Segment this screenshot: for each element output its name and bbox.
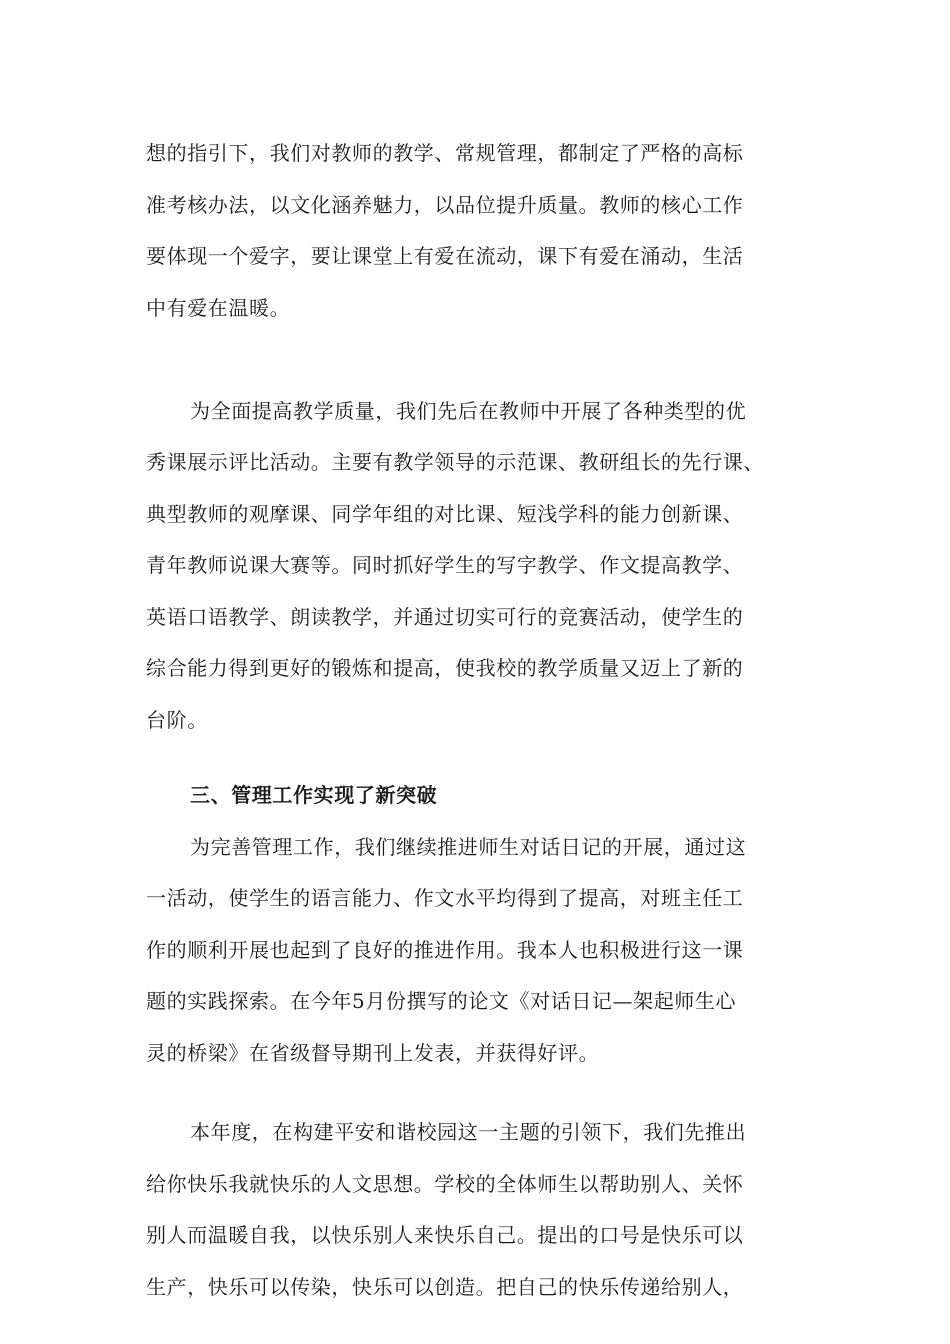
text-line: 为完善管理工作，我们继续推进师生对话日记的开展，通过这 — [190, 834, 747, 859]
paragraph-gap — [146, 334, 806, 386]
text-line: 给你快乐我就快乐的人文思想。学校的全体师生以帮助别人、关怀 — [146, 1171, 744, 1196]
text-line: 题的实践探索。在今年5月份撰写的论文《对话日记—架起师生心 — [146, 989, 737, 1013]
text-line: 本年度，在构建平安和谐校园这一主题的引领下，我们先推出 — [190, 1120, 747, 1144]
text-line: 为全面提高教学质量，我们先后在教师中开展了各种类型的优 — [190, 398, 747, 423]
text-line: 典型教师的观摩课、同学年组的对比课、短浅学科的能力创新课、 — [146, 501, 744, 526]
paragraph — [146, 822, 806, 1080]
text-line: 想的指引下，我们对教师的教学、常规管理，都制定了严格的高标 — [146, 141, 744, 165]
section-heading-text: 三、管理工作实现了新突破 — [190, 783, 438, 807]
text-line: 一活动，使学生的语言能力、作文水平均得到了提高，对班主任工 — [146, 886, 744, 910]
text-line: 灵的桥梁》在省级督导期刊上发表，并获得好评。 — [146, 1040, 600, 1065]
text-line: 台阶。 — [146, 707, 208, 732]
text-line: 综合能力得到更好的锻炼和提高，使我校的教学质量又迈上了新的 — [146, 656, 744, 680]
text-line: 别人而温暖自我，以快乐别人来快乐自己。提出的口号是快乐可以 — [146, 1223, 744, 1247]
text-line: 生产，快乐可以传染，快乐可以创造。把自己的快乐传递给别人， — [146, 1274, 744, 1299]
document-body — [146, 128, 806, 1313]
section-heading — [146, 770, 806, 822]
text-line: 作的顺利开展也起到了良好的推进作用。我本人也积极进行这一课 — [146, 937, 744, 962]
text-line: 青年教师说课大赛等。同时抓好学生的写字教学、作文提高教学、 — [146, 553, 744, 577]
text-line: 英语口语教学、朗读教学，并通过切实可行的竞赛活动，使学生的 — [146, 604, 744, 629]
text-line: 要体现一个爱字，要让课堂上有爱在流动，课下有爱在涌动，生活 — [146, 244, 744, 268]
paragraph — [146, 128, 806, 334]
paragraph — [146, 1107, 806, 1313]
paragraph-gap — [146, 1079, 806, 1107]
text-line: 准考核办法，以文化涵养魅力，以品位提升质量。教师的核心工作 — [146, 192, 744, 217]
paragraph — [146, 386, 806, 747]
text-line: 中有爱在温暖。 — [146, 295, 291, 320]
paragraph-gap — [146, 746, 806, 770]
text-line: 秀课展示评比活动。主要有教学领导的示范课、教研组长的先行课、 — [146, 450, 764, 474]
